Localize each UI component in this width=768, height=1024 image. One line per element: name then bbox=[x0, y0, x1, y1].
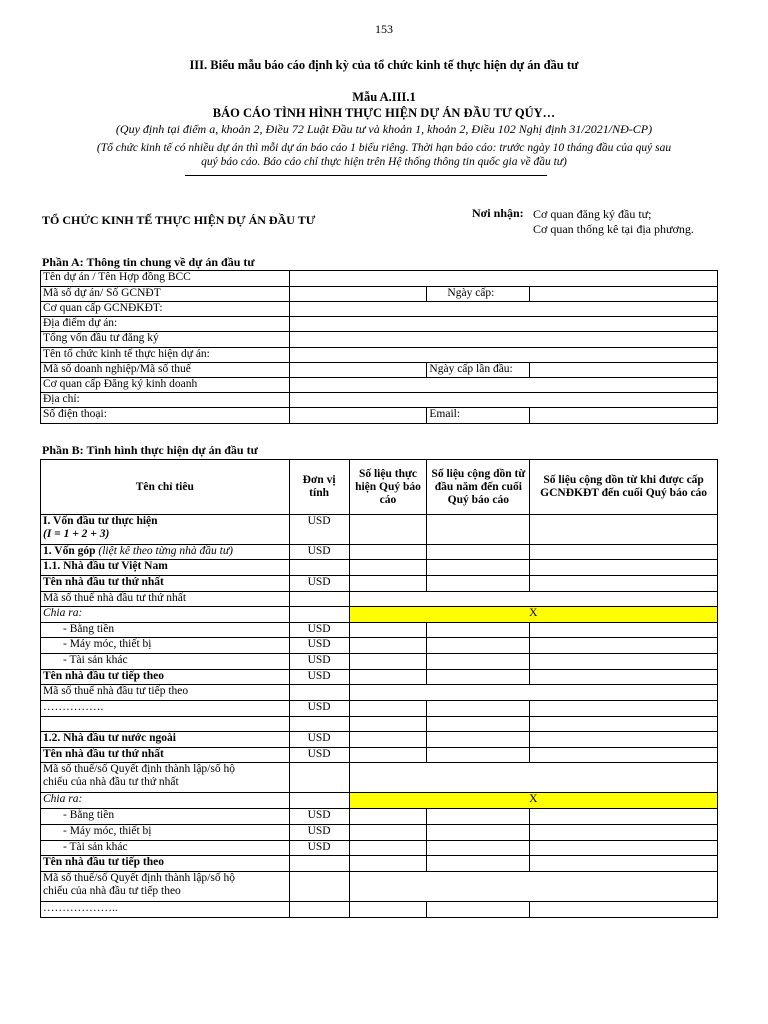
row-label: Chia ra: bbox=[41, 607, 290, 623]
org-label: TỔ CHỨC KINH TẾ THỰC HIỆN DỰ ÁN ĐẦU TƯ bbox=[42, 213, 316, 227]
a-row-label: Cơ quan cấp Đăng ký kinh doanh bbox=[41, 378, 290, 393]
unit-cell: USD bbox=[289, 545, 349, 560]
note-line-1: (Tổ chức kinh tế có nhiều dự án thì mỗi dự án báo cáo 1 biểu riêng. Thời hạn báo cáo: trước ngày 10 tháng đầu của quý sau bbox=[96, 142, 672, 154]
row-label: - Bằng tiền bbox=[41, 623, 290, 638]
row-label: Mã số thuế/số Quyết định thành lập/số hộ chiếu của nhà đầu tư tiếp theo bbox=[41, 872, 290, 902]
x-mark: X bbox=[349, 607, 717, 623]
unit-cell: USD bbox=[289, 825, 349, 841]
a-row-label: Địa điểm dự án: bbox=[41, 317, 290, 332]
row-label: - Bằng tiền bbox=[41, 809, 290, 825]
unit-cell: USD bbox=[289, 515, 349, 545]
unit-cell: USD bbox=[289, 654, 349, 670]
row-label: - Tài sản khác bbox=[41, 841, 290, 856]
row-label: I. Vốn đầu tư thực hiện (I = 1 + 2 + 3) bbox=[41, 515, 290, 545]
row-label: 1. Vốn góp (liệt kê theo từng nhà đầu tư) bbox=[41, 545, 290, 560]
header-ytd: Số liệu cộng dồn từ đầu năm đến cuối Quý báo cáo bbox=[427, 460, 530, 515]
row-label: 1.1. Nhà đầu tư Việt Nam bbox=[41, 560, 290, 576]
a-row-label: Địa chỉ: bbox=[41, 393, 290, 408]
x-mark: X bbox=[349, 793, 717, 809]
row-label: ……………. bbox=[41, 701, 290, 717]
part-b-title: Phần B: Tình hình thực hiện dự án đầu tư bbox=[42, 443, 258, 457]
a-row-label: Email: bbox=[427, 408, 530, 424]
a-row-label: Tên dự án / Tên Hợp đồng BCC bbox=[41, 271, 290, 287]
note-line-2: quý báo cáo. Báo cáo chỉ thực hiện trên Hệ thống thông tin quốc gia về đầu tư) bbox=[201, 156, 567, 168]
row-label: Chia ra: bbox=[41, 793, 290, 809]
unit-cell: USD bbox=[289, 809, 349, 825]
row-label: Tên nhà đầu tư thứ nhất bbox=[41, 748, 290, 763]
part-a-table bbox=[40, 270, 718, 424]
header-indicator: Tên chỉ tiêu bbox=[41, 460, 290, 515]
unit-cell: USD bbox=[289, 701, 349, 717]
unit-cell: USD bbox=[289, 670, 349, 685]
unit-cell: USD bbox=[289, 623, 349, 638]
row-label: Tên nhà đầu tư thứ nhất bbox=[41, 576, 290, 592]
a-row-label: Cơ quan cấp GCNĐKĐT: bbox=[41, 302, 290, 317]
a-row-label: Mã số doanh nghiệp/Mã số thuế bbox=[41, 363, 290, 378]
row-label: 1.2. Nhà đầu tư nước ngoài bbox=[41, 732, 290, 748]
report-title: BÁO CÁO TÌNH HÌNH THỰC HIỆN DỰ ÁN ĐẦU TƯ QÚY… bbox=[212, 106, 556, 120]
a-row-label: Số điện thoại: bbox=[41, 408, 290, 424]
row-label: - Máy móc, thiết bị bbox=[41, 638, 290, 654]
a-row-label: Tổng vốn đầu tư đăng ký bbox=[41, 332, 290, 348]
page-number: 153 bbox=[375, 22, 393, 36]
part-a-title: Phần A: Thông tin chung về dự án đầu tư bbox=[42, 255, 255, 269]
part-b-table bbox=[40, 459, 718, 918]
unit-cell: USD bbox=[289, 748, 349, 763]
form-code: Mẫu A.III.1 bbox=[352, 90, 416, 104]
recipient-label: Nơi nhận: bbox=[472, 206, 524, 220]
unit-cell: USD bbox=[289, 732, 349, 748]
row-label: ……………….. bbox=[41, 902, 290, 918]
row-label: - Máy móc, thiết bị bbox=[41, 825, 290, 841]
header-quarter: Số liệu thực hiện Quý báo cáo bbox=[349, 460, 427, 515]
header-cumulative: Số liệu cộng dồn từ khi được cấp GCNĐKĐT đến cuối Quý báo cáo bbox=[530, 460, 718, 515]
divider bbox=[185, 175, 547, 176]
section-title: III. Biểu mẫu báo cáo định kỳ của tổ chức kinh tế thực hiện dự án đầu tư bbox=[189, 58, 579, 72]
recipient-2: Cơ quan thống kê tại địa phương. bbox=[533, 222, 694, 236]
unit-cell: USD bbox=[289, 638, 349, 654]
header-unit: Đơn vị tính bbox=[289, 460, 349, 515]
a-row-label: Tên tổ chức kinh tế thực hiện dự án: bbox=[41, 348, 290, 363]
unit-cell: USD bbox=[289, 576, 349, 592]
row-label: Tên nhà đầu tư tiếp theo bbox=[41, 856, 290, 872]
a-row-label: Mã số dự án/ Số GCNĐT bbox=[41, 287, 290, 302]
row-label: Mã số thuế/số Quyết định thành lập/số hộ chiếu của nhà đầu tư thứ nhất bbox=[41, 763, 290, 793]
a-row-label: Ngày cấp: bbox=[427, 287, 530, 302]
row-label: - Tài sản khác bbox=[41, 654, 290, 670]
row-label: Mã số thuế nhà đầu tư thứ nhất bbox=[41, 592, 290, 607]
row-label: Tên nhà đầu tư tiếp theo bbox=[41, 670, 290, 685]
a-row-label: Ngày cấp lần đầu: bbox=[427, 363, 530, 378]
row-label: Mã số thuế nhà đầu tư tiếp theo bbox=[41, 685, 290, 701]
recipient-1: Cơ quan đăng ký đầu tư; bbox=[533, 207, 652, 221]
legal-basis: (Quy định tại điểm a, khoản 2, Điều 72 Luật Đầu tư và khoản 1, khoản 2, Điều 102 Nghị định 31/2021/NĐ-CP) bbox=[115, 122, 653, 136]
unit-cell: USD bbox=[289, 841, 349, 856]
